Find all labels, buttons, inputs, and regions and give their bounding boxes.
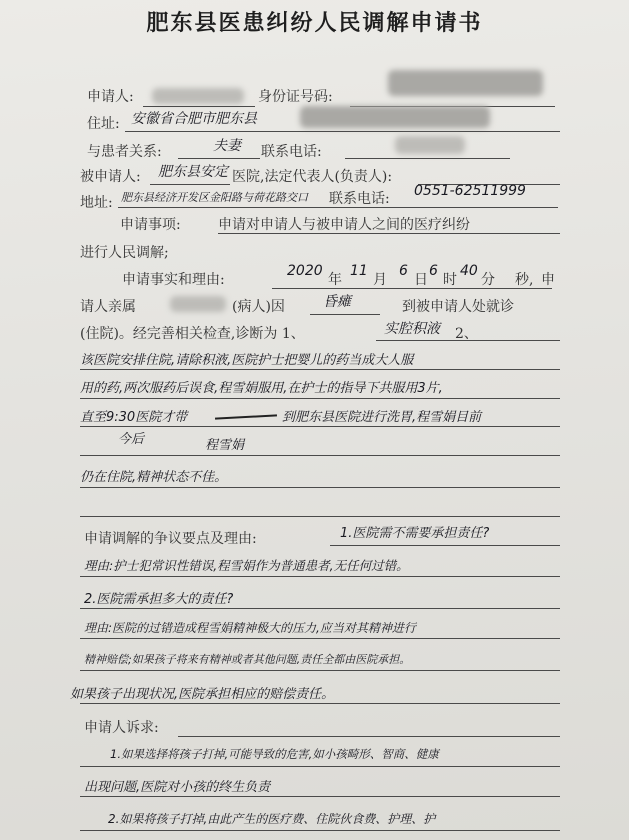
facts-day-unit: 日 xyxy=(414,272,428,288)
respondent-label: 被申请人: xyxy=(80,169,141,185)
redacted-name xyxy=(152,88,244,104)
facts-applicant-word: 申 xyxy=(541,272,555,288)
address2-value: 肥东县经济开发区金阳路与荷花路交口 xyxy=(121,191,308,204)
relation-value: 夫妻 xyxy=(213,138,241,154)
matter-text-cont: 进行人民调解; xyxy=(80,245,169,261)
facts-hour: 6 xyxy=(429,263,438,279)
underline xyxy=(80,830,560,831)
matter-text: 申请对申请人与被申请人之间的医疗纠纷 xyxy=(218,217,470,233)
address2-label: 地址: xyxy=(80,195,113,211)
underline xyxy=(80,608,560,609)
underline xyxy=(80,398,560,399)
facts-diagnosis-2: 2、 xyxy=(455,326,478,342)
id-label: 身份证号码: xyxy=(258,89,333,105)
facts-hour-unit: 时 xyxy=(443,272,457,288)
facts-handwriting-3b: 到肥东县医院进行洗胃,程雪娟目前 xyxy=(282,410,482,425)
dispute-question-1: 1.医院需不需要承担责任? xyxy=(340,526,490,541)
facts-clinic: 到被申请人处就诊 xyxy=(402,299,514,315)
dispute-answer-2: 理由:医院的过错造成程雪娟精神极大的压力,应当对其精神进行 xyxy=(84,621,416,635)
facts-month-unit: 月 xyxy=(373,272,387,288)
underline xyxy=(80,455,560,456)
underline xyxy=(80,670,560,671)
relation-label: 与患者关系: xyxy=(87,144,162,160)
underline xyxy=(272,288,552,289)
underline xyxy=(150,184,230,185)
underline xyxy=(80,369,560,370)
applicant-label: 申请人: xyxy=(87,89,134,105)
underline xyxy=(80,516,560,517)
underline xyxy=(310,314,380,315)
facts-handwriting-1: 该医院安排住院,请除积液,医院护士把婴儿的药当成大人服 xyxy=(80,353,414,368)
page-title: 肥东县医患纠纷人民调解申请书 xyxy=(146,10,483,36)
facts-year-unit: 年 xyxy=(328,272,342,288)
address-label: 住址: xyxy=(87,116,120,132)
claims-label: 申请人诉求: xyxy=(84,720,159,736)
underline xyxy=(118,207,558,208)
facts-inpatient: (住院)。经完善相关检查,诊断为 1、 xyxy=(80,326,305,342)
underline xyxy=(80,638,560,639)
underline xyxy=(80,576,560,577)
facts-handwriting-2: 用的药,两次服药后误食,程雪娟服用,在护士的指导下共服用3片, xyxy=(80,381,443,396)
redacted-address xyxy=(300,106,490,128)
facts-handwriting-3: 直至9:30医院才带 xyxy=(80,410,188,425)
facts-reason: 昏瘫 xyxy=(323,294,351,310)
dispute-answer-4: 如果孩子出现状况,医院承担相应的赔偿责任。 xyxy=(70,687,335,702)
underline xyxy=(80,796,560,797)
facts-minute: 40 xyxy=(460,263,478,279)
facts-minute-unit: 分 xyxy=(481,272,495,288)
facts-patient: (病人)因 xyxy=(232,299,285,315)
underline xyxy=(376,340,560,341)
facts-handwriting-5: 仍在住院,精神状态不佳。 xyxy=(80,470,228,485)
phone2-value: 0551-62511999 xyxy=(414,183,526,199)
underline xyxy=(330,545,560,546)
dispute-answer-3: 精神赔偿;如果孩子将来有精神或者其他问题,责任全都由医院承担。 xyxy=(84,653,411,666)
facts-year: 2020 xyxy=(287,263,323,279)
respondent-value: 肥东县安定 xyxy=(158,164,228,180)
underline xyxy=(345,158,510,159)
dispute-question-2: 2.医院需承担多大的责任? xyxy=(84,592,234,607)
facts-diagnosis-1: 实腔积液 xyxy=(384,321,440,337)
underline xyxy=(80,426,560,427)
dispute-answer-1: 理由:护士犯常识性错误,程雪娟作为普通患者,无任何过错。 xyxy=(84,558,409,573)
underline xyxy=(80,487,560,488)
underline xyxy=(80,703,560,704)
phone2-label: 联系电话: xyxy=(329,191,390,207)
redacted-id xyxy=(388,70,543,96)
claims-item-2: 2.如果将孩子打掉,由此产生的医疗费、住院伙食费、护理、护 xyxy=(108,812,436,826)
underline xyxy=(178,736,560,737)
hospital-label: 医院,法定代表人(负责人): xyxy=(232,169,393,185)
facts-second-unit: 秒, xyxy=(515,272,534,288)
phone-label: 联系电话: xyxy=(261,144,322,160)
underline xyxy=(80,766,560,767)
underline xyxy=(143,106,255,107)
claims-item-1-cont: 出现问题,医院对小孩的终生负责 xyxy=(84,780,271,795)
claims-item-1: 1.如果选择将孩子打掉,可能导致的危害,如小孩畸形、智商、健康 xyxy=(110,747,439,761)
underline xyxy=(125,131,560,132)
dispute-label: 申请调解的争议要点及理由: xyxy=(84,531,257,547)
address-value: 安徽省合肥市肥东县 xyxy=(131,111,257,127)
facts-handwriting-4b: 程雪娟 xyxy=(205,438,245,453)
redacted-phone xyxy=(395,136,465,154)
redacted-patient xyxy=(170,296,226,312)
facts-relative: 请人亲属 xyxy=(80,299,136,315)
facts-month: 11 xyxy=(350,263,368,279)
facts-label: 申请事实和理由: xyxy=(122,272,225,288)
underline xyxy=(178,158,260,159)
underline xyxy=(218,233,560,234)
facts-handwriting-4a: 今后 xyxy=(118,432,145,447)
facts-day: 6 xyxy=(399,263,408,279)
strikethrough xyxy=(215,414,277,419)
matter-label: 申请事项: xyxy=(120,217,181,233)
